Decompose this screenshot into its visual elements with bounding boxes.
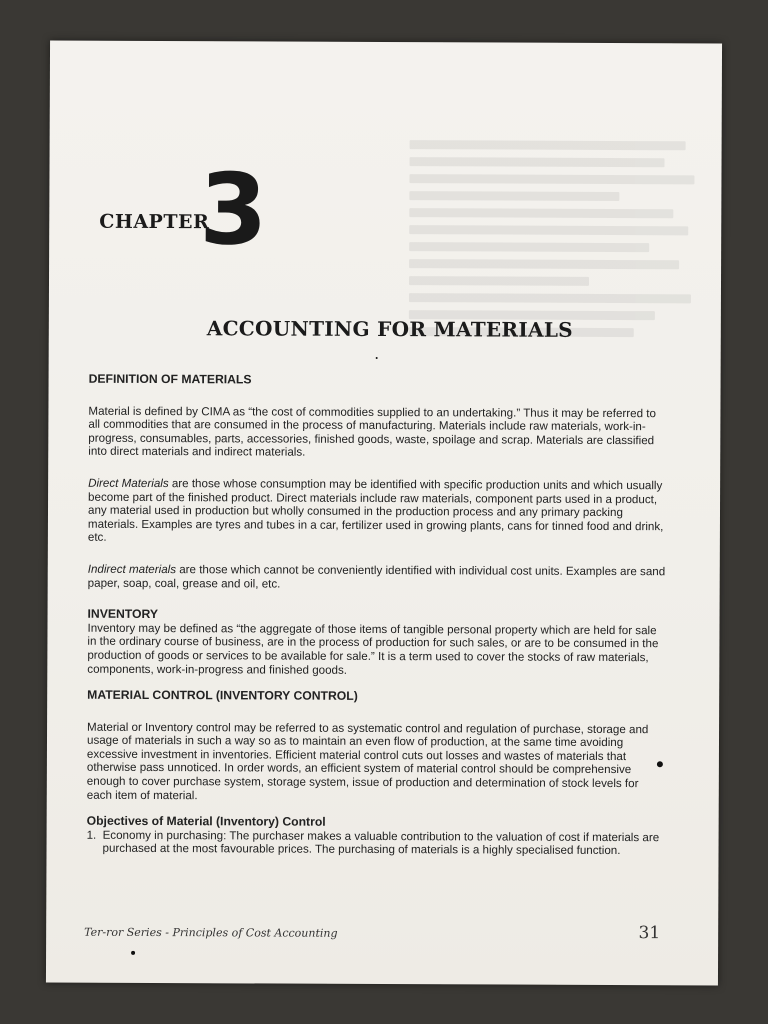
chapter-label: CHAPTER <box>99 210 210 234</box>
chapter-title: ACCOUNTING FOR MATERIALS <box>206 316 574 342</box>
indirect-materials-term: Indirect materials <box>87 562 177 577</box>
list-item-text: Economy in purchasing: The purchaser makes a valuable contribution to the valuation of cost if materials are purchased at the most favourable prices. The purchasing of materials is a highly specialised function. <box>102 828 660 858</box>
page-number: 31 <box>638 923 661 944</box>
direct-materials-term: Direct Materials <box>88 476 169 491</box>
definition-paragraph: Material is defined by CIMA as “the cost of commodities supplied to an undertaking.” Thus it may be referred to all commodities that are consumed in the process of manufacturing. Materials include raw materials, work-in-progress, consumables, parts, accessories, finished goods, waste, spoilage and scrap. Materials are classified into direct materials and indirect materials. <box>88 404 656 460</box>
inventory-paragraph: Inventory may be defined as “the aggregate of those items of tangible personal property which are held for sale in the ordinary course of business, are in the process of production for such sales, or are to be consumed in the production of goods or services to be available for sale.” It is a term used to cover the stocks of raw materials, components, work-in-progress and finished goods. <box>87 621 659 677</box>
control-heading: MATERIAL CONTROL (INVENTORY CONTROL) <box>87 687 358 703</box>
inventory-heading: INVENTORY <box>87 606 159 622</box>
speck-mark <box>657 761 663 767</box>
series-footer: Ter-ror Series - Principles of Cost Accounting <box>84 925 338 940</box>
chapter-number: 3 <box>199 153 268 268</box>
objectives-heading: Objectives of Material (Inventory) Control <box>86 813 326 829</box>
indirect-materials-paragraph <box>88 563 666 593</box>
document-page <box>46 41 722 986</box>
body-content <box>87 373 667 859</box>
bleed-through-text <box>409 132 710 345</box>
list-item <box>87 829 665 859</box>
control-paragraph: Material or Inventory control may be referred to as systematic control and regulation of purchase, storage and usage of materials in such a way so as to maintain an even flow of production, at the same time avoiding excessive investment in inventories. Efficient material control cuts out losses and wastes of materials that otherwise pass unnoticed. In order words, an efficient system of material control should be comprehensive enough to cover purchase system, storage system, issue of production and determination of stock levels for each item of material. <box>86 720 649 802</box>
indirect-materials-text: are those which cannot be conveniently identified with individual cost units. Examples are sand paper, soap, coal, grease and oil, etc. <box>87 563 666 591</box>
definition-heading: DEFINITION OF MATERIALS <box>88 371 252 387</box>
direct-materials-paragraph <box>88 477 666 547</box>
direct-materials-text: are those whose consumption may be identified with specific production units and which usually become part of the finished product. Direct materials include raw materials, component parts used in a product, any material used in production but wholly consumed in the production process and any primary packing materials. Examples are tyres and tubes in a car, fertilizer used in growing plants, cans for tinned food and drink, etc. <box>87 477 664 545</box>
speck-mark <box>376 357 378 359</box>
speck-mark <box>131 951 135 955</box>
list-item-number: 1. <box>86 828 97 842</box>
